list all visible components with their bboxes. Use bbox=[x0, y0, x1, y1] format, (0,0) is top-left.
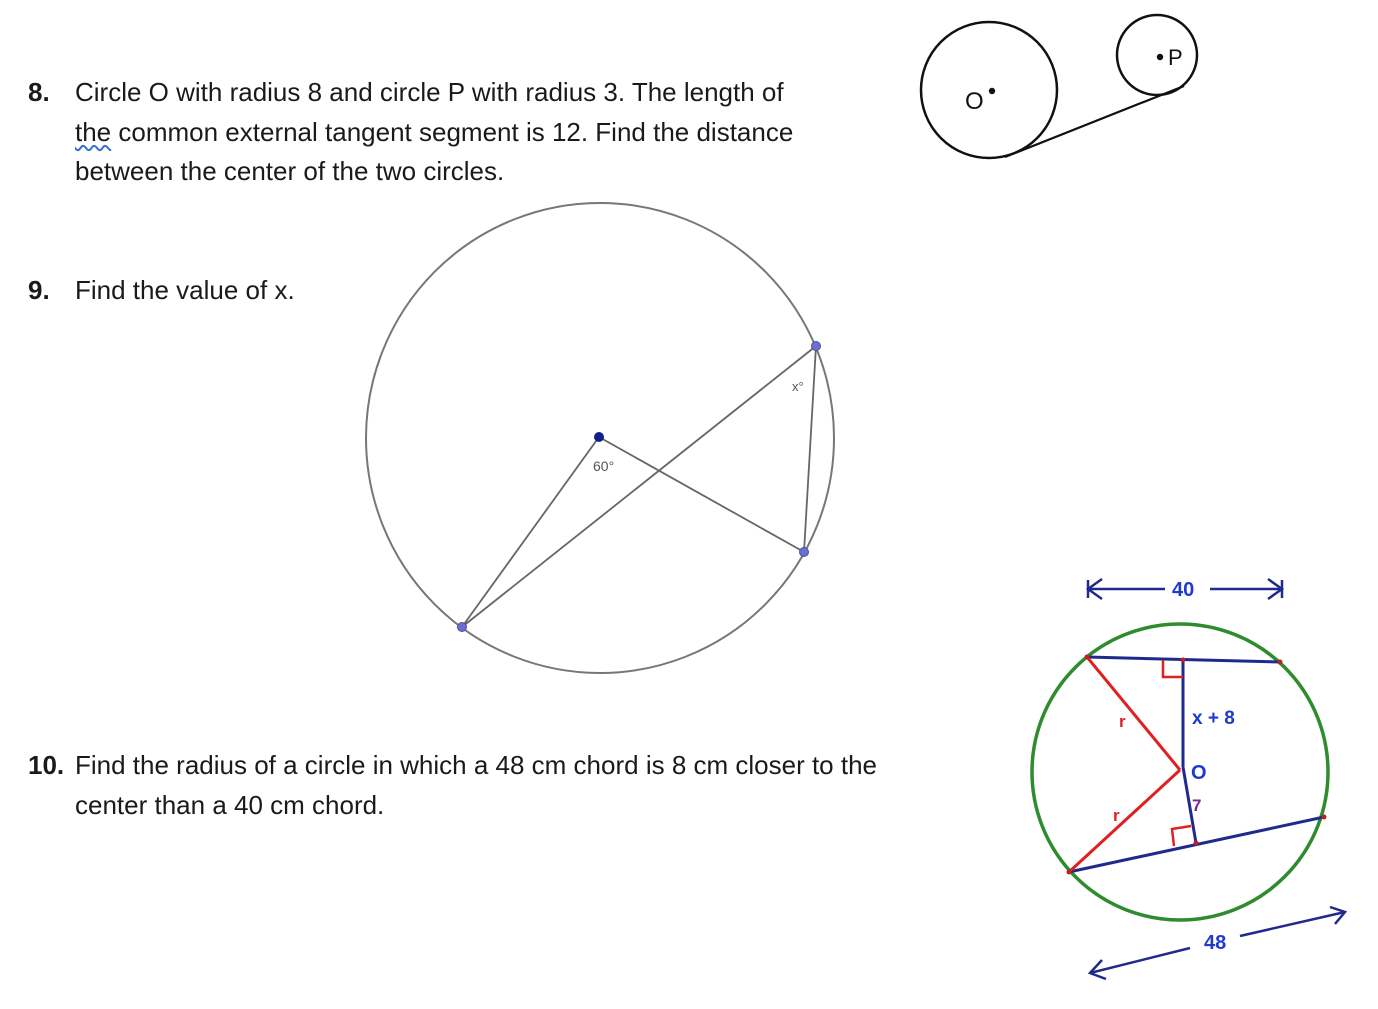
question-number: 8. bbox=[28, 77, 50, 107]
figure-9-inscribed-angle bbox=[366, 203, 834, 673]
center-p-point bbox=[1157, 54, 1163, 60]
center-point bbox=[594, 432, 604, 442]
label-48: 48 bbox=[1204, 932, 1227, 954]
angle-label-60: 60° bbox=[593, 458, 615, 474]
right-angle-mark bbox=[1163, 660, 1183, 677]
figure-8-tangent-circles bbox=[921, 15, 1197, 158]
label-o: O bbox=[965, 88, 984, 115]
figure-10-parallel-chords bbox=[1032, 579, 1345, 979]
chord-segment bbox=[804, 346, 816, 552]
endpoint bbox=[1278, 660, 1283, 665]
center-o-point bbox=[989, 88, 995, 94]
angle-label-x: x° bbox=[792, 379, 804, 394]
circle-point bbox=[458, 623, 467, 632]
question-text: Circle O with radius 8 and circle P with radius 3. The length of the common external tangent segment is 12. Find the distance between the center of the two circles. bbox=[75, 77, 794, 186]
endpoint bbox=[1085, 655, 1090, 660]
label-p: P bbox=[1168, 45, 1183, 70]
label-r-upper: r bbox=[1119, 712, 1126, 731]
endpoint bbox=[1067, 870, 1072, 875]
question-text: Find the value of x. bbox=[75, 275, 295, 305]
chord-segment bbox=[462, 346, 816, 627]
dimension-line bbox=[1090, 948, 1190, 973]
question-number: 10. bbox=[28, 750, 65, 780]
circle-p bbox=[1117, 15, 1197, 95]
label-7: 7 bbox=[1192, 796, 1202, 815]
circle-point bbox=[800, 548, 809, 557]
label-r-lower: r bbox=[1113, 806, 1120, 825]
radius-upper bbox=[1087, 657, 1180, 770]
dimension-line bbox=[1240, 912, 1345, 936]
endpoint bbox=[1181, 658, 1186, 663]
label-center-o: O bbox=[1191, 762, 1207, 784]
endpoint bbox=[1322, 815, 1327, 820]
label-x-plus-8: x + 8 bbox=[1192, 708, 1235, 729]
radius-lower bbox=[1069, 770, 1180, 872]
endpoint bbox=[1194, 841, 1199, 846]
circle-point bbox=[812, 342, 821, 351]
radius-segment bbox=[462, 437, 599, 627]
right-angle-mark bbox=[1172, 826, 1191, 846]
label-40: 40 bbox=[1172, 579, 1195, 601]
tangent-segment bbox=[1005, 86, 1184, 157]
spellcheck-word: the bbox=[75, 116, 112, 147]
question-number: 9. bbox=[28, 275, 50, 305]
question-text: Find the radius of a circle in which a 48 cm chord is 8 cm closer to the center than a 40 cm chord. bbox=[75, 750, 878, 820]
